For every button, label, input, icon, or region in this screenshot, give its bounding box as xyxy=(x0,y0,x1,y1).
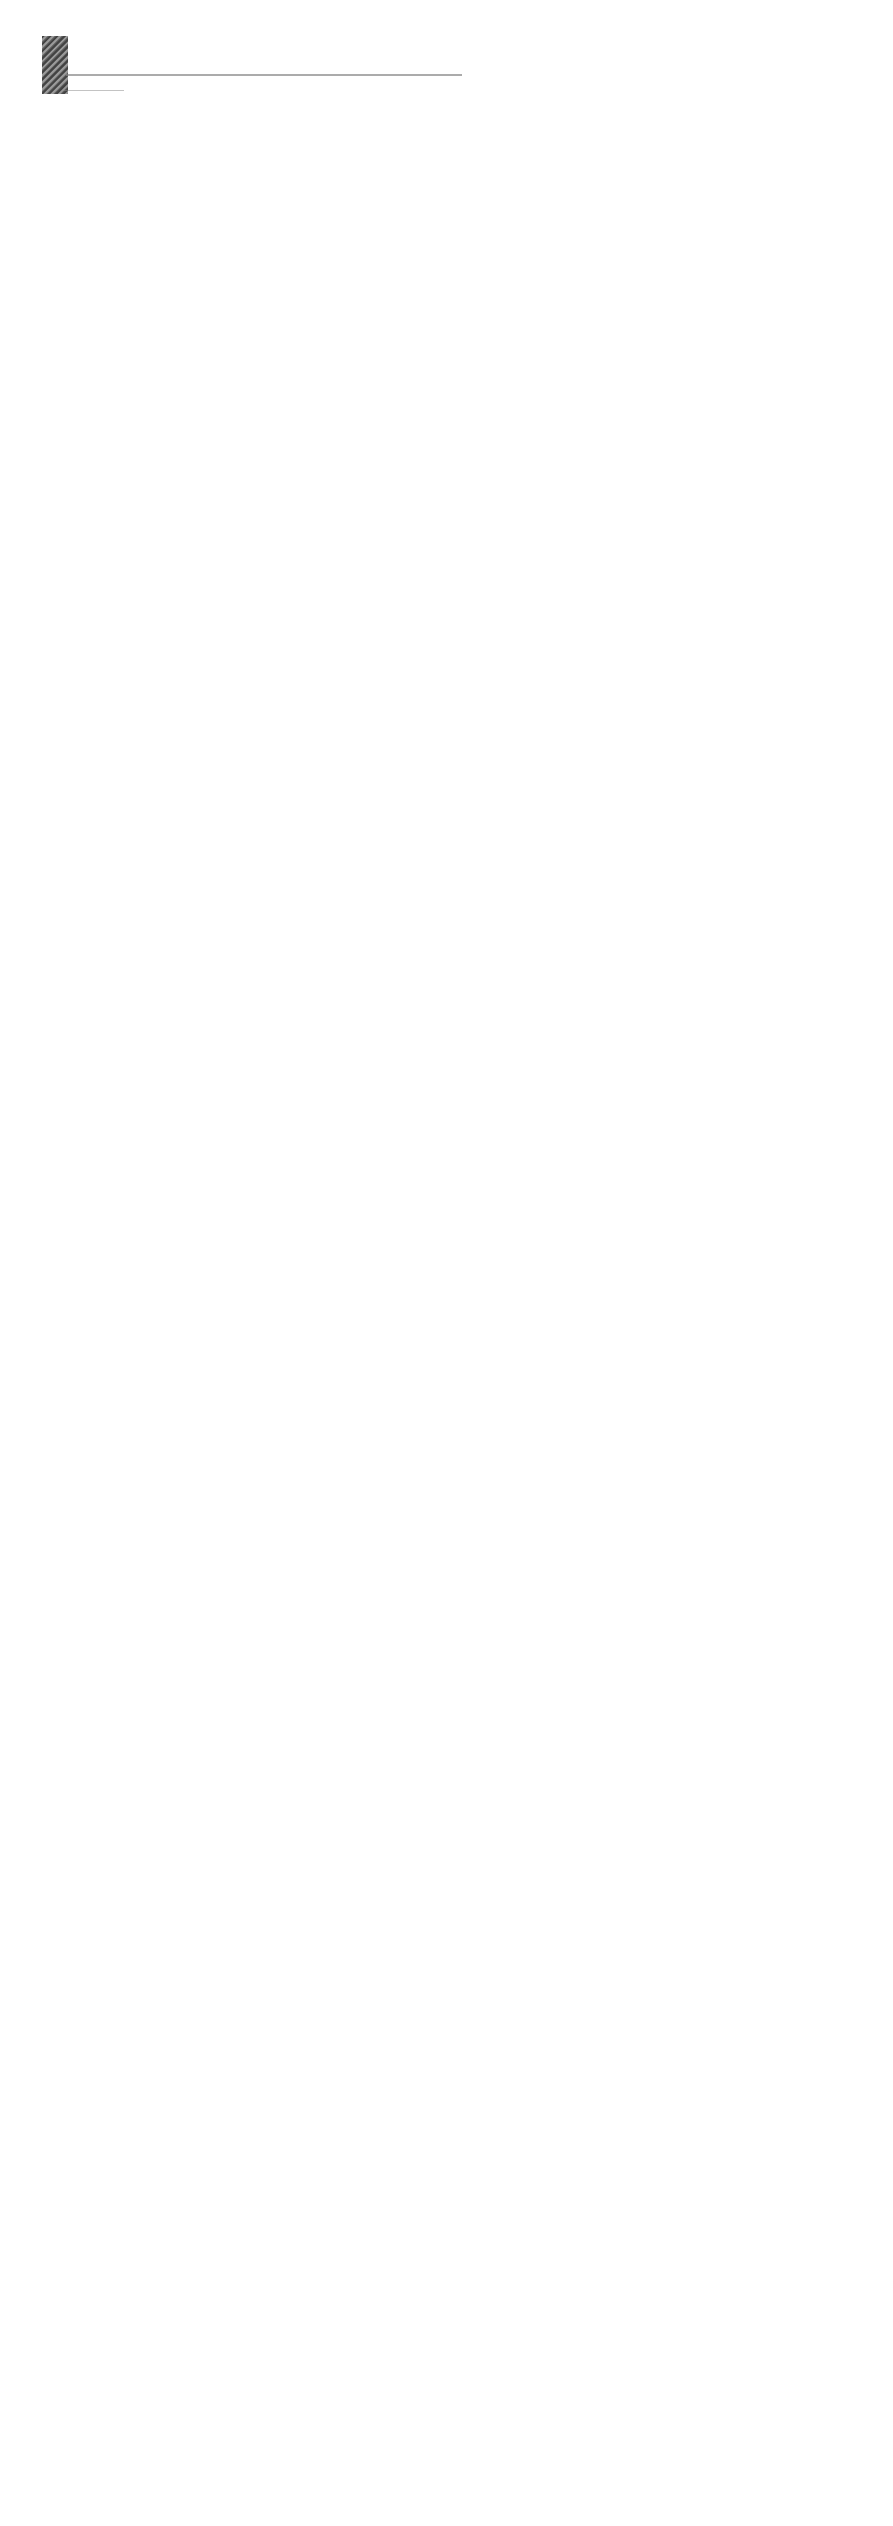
scan-artifact-line xyxy=(66,74,462,76)
scan-artifact-blot xyxy=(42,36,68,94)
scan-artifact-line-short xyxy=(64,90,124,91)
